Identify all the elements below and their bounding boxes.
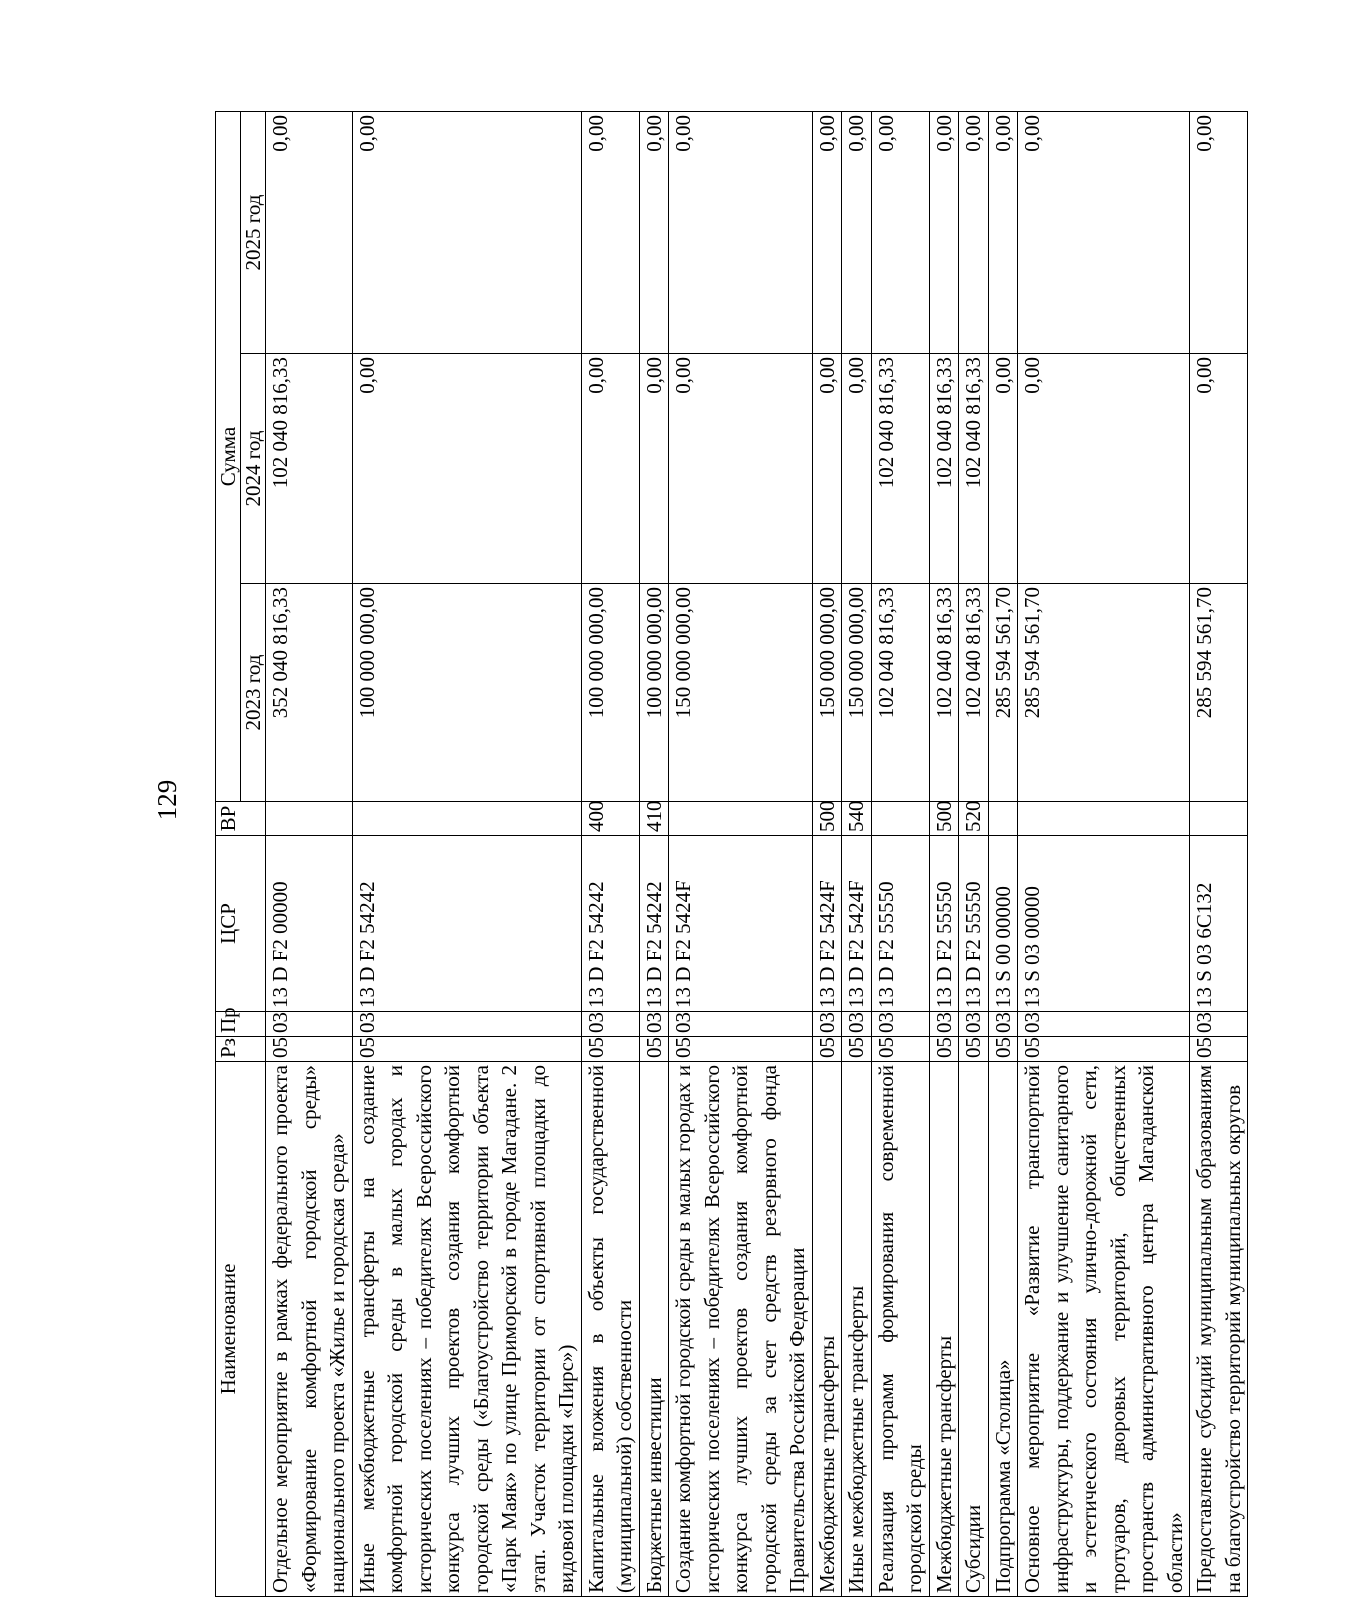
cell-name: Основное мероприятие «Развитие транспортной инфраструктуры, поддержание и улучшение санитарного и эстетического состояния улично-дорожной сети, тротуаров, дворовых территорий, общественных пространств административного центра Магаданской области» [1018, 1062, 1190, 1597]
cell-name: Иные межбюджетные трансферты на создание комфортной городской среды в малых городах и исторических поселениях – победителях Всероссийского конкурса лучших проектов создания комфортной городской среды («Благоустройство территории объекта «Парк Маяк» по улице Приморской в городе Магадане. 2 этап. Участок территории от спортивной площадки до видовой площадки «Пирс») [352, 1062, 581, 1597]
cell-pr: 03 [812, 1012, 842, 1037]
header-vr: ВР [216, 802, 266, 836]
cell-rz: 05 [988, 1037, 1018, 1062]
cell-2025: 0,00 [581, 112, 639, 354]
header-sum: Сумма [216, 112, 241, 802]
cell-2025: 0,00 [842, 112, 872, 354]
cell-2023: 102 040 816,33 [929, 584, 959, 802]
cell-pr: 03 [842, 1012, 872, 1037]
budget-table [215, 111, 1248, 1597]
table-row [352, 112, 581, 1597]
cell-2024: 102 040 816,33 [959, 354, 989, 584]
cell-2025: 0,00 [871, 112, 929, 354]
cell-pr: 03 [1018, 1012, 1190, 1037]
cell-vr [669, 802, 813, 836]
table-row [988, 112, 1018, 1597]
cell-2024: 0,00 [1018, 354, 1190, 584]
table-body [266, 112, 1248, 1597]
cell-2024: 0,00 [352, 354, 581, 584]
cell-pr: 03 [959, 1012, 989, 1037]
table-row [639, 112, 669, 1597]
cell-2025: 0,00 [988, 112, 1018, 354]
cell-2024: 0,00 [1190, 354, 1248, 584]
table-row [266, 112, 353, 1597]
cell-name: Межбюджетные трансферты [812, 1062, 842, 1597]
cell-rz: 05 [639, 1037, 669, 1062]
cell-csr: 13 D F2 54242 [639, 836, 669, 1012]
cell-csr: 13 D F2 54242 [352, 836, 581, 1012]
cell-csr: 13 D F2 5424F [669, 836, 813, 1012]
table-row [871, 112, 929, 1597]
cell-2023: 285 594 561,70 [1018, 584, 1190, 802]
cell-2025: 0,00 [812, 112, 842, 354]
cell-rz: 05 [871, 1037, 929, 1062]
header-2025: 2025 год [241, 112, 266, 354]
cell-name: Межбюджетные трансферты [929, 1062, 959, 1597]
header-2023: 2023 год [241, 584, 266, 802]
cell-name: Иные межбюджетные трансферты [842, 1062, 872, 1597]
cell-pr: 03 [669, 1012, 813, 1037]
table-row [669, 112, 813, 1597]
cell-pr: 03 [988, 1012, 1018, 1037]
cell-pr: 03 [1190, 1012, 1248, 1037]
page-number: 129 [152, 779, 182, 821]
cell-2024: 0,00 [988, 354, 1018, 584]
table-row [842, 112, 872, 1597]
cell-2025: 0,00 [639, 112, 669, 354]
cell-rz: 05 [1190, 1037, 1248, 1062]
cell-2023: 285 594 561,70 [1190, 584, 1248, 802]
cell-pr: 03 [639, 1012, 669, 1037]
table-row [812, 112, 842, 1597]
cell-csr: 13 D F2 55550 [959, 836, 989, 1012]
cell-vr: 500 [929, 802, 959, 836]
cell-name: Бюджетные инвестиции [639, 1062, 669, 1597]
header-rz: Рз [216, 1037, 266, 1062]
cell-2024: 102 040 816,33 [266, 354, 353, 584]
table-row [1018, 112, 1190, 1597]
cell-rz: 05 [812, 1037, 842, 1062]
cell-vr [871, 802, 929, 836]
cell-vr: 410 [639, 802, 669, 836]
cell-2023: 102 040 816,33 [871, 584, 929, 802]
cell-2025: 0,00 [1018, 112, 1190, 354]
header-2024: 2024 год [241, 354, 266, 584]
cell-2024: 0,00 [581, 354, 639, 584]
cell-rz: 05 [959, 1037, 989, 1062]
cell-csr: 13 S 00 00000 [988, 836, 1018, 1012]
cell-vr [352, 802, 581, 836]
header-csr: ЦСР [216, 836, 266, 1012]
header-pr: Пр [216, 1012, 266, 1037]
cell-vr [1018, 802, 1190, 836]
header-name: Наименование [216, 1062, 266, 1597]
cell-2023: 150 000 000,00 [812, 584, 842, 802]
cell-pr: 03 [266, 1012, 353, 1037]
cell-2023: 150 000 000,00 [669, 584, 813, 802]
cell-name: Предоставление субсидий муниципальным образованиям на благоустройство территорий муниципальных округов [1190, 1062, 1248, 1597]
cell-2023: 100 000 000,00 [581, 584, 639, 802]
cell-csr: 13 D F2 5424F [842, 836, 872, 1012]
cell-2024: 0,00 [842, 354, 872, 584]
cell-csr: 13 D F2 54242 [581, 836, 639, 1012]
cell-csr: 13 D F2 55550 [871, 836, 929, 1012]
cell-2024: 102 040 816,33 [871, 354, 929, 584]
cell-rz: 05 [581, 1037, 639, 1062]
cell-pr: 03 [929, 1012, 959, 1037]
cell-rz: 05 [669, 1037, 813, 1062]
cell-2023: 150 000 000,00 [842, 584, 872, 802]
cell-rz: 05 [266, 1037, 353, 1062]
cell-csr: 13 D F2 55550 [929, 836, 959, 1012]
cell-2025: 0,00 [669, 112, 813, 354]
cell-2025: 0,00 [1190, 112, 1248, 354]
cell-csr: 13 S 03 6С132 [1190, 836, 1248, 1012]
cell-csr: 13 D F2 00000 [266, 836, 353, 1012]
cell-2024: 0,00 [812, 354, 842, 584]
cell-vr [988, 802, 1018, 836]
table-row [1190, 112, 1248, 1597]
table-row [581, 112, 639, 1597]
cell-2024: 0,00 [639, 354, 669, 584]
cell-pr: 03 [581, 1012, 639, 1037]
cell-vr: 520 [959, 802, 989, 836]
table-row [959, 112, 989, 1597]
cell-2025: 0,00 [266, 112, 353, 354]
cell-rz: 05 [842, 1037, 872, 1062]
cell-name: Отдельное мероприятие в рамках федерального проекта «Формирование комфортной городской среды» национального проекта «Жилье и городская среда» [266, 1062, 353, 1597]
cell-vr: 400 [581, 802, 639, 836]
cell-rz: 05 [352, 1037, 581, 1062]
cell-2023: 102 040 816,33 [959, 584, 989, 802]
cell-csr: 13 S 03 00000 [1018, 836, 1190, 1012]
cell-vr [1190, 802, 1248, 836]
cell-name: Создание комфортной городской среды в малых городах и исторических поселениях – победителях Всероссийского конкурса лучших проектов создания комфортной городской среды за счет средств резервного фонда Правительства Российской Федерации [669, 1062, 813, 1597]
cell-name: Реализация программ формирования современной городской среды [871, 1062, 929, 1597]
cell-2024: 102 040 816,33 [929, 354, 959, 584]
cell-2023: 100 000 000,00 [352, 584, 581, 802]
cell-vr: 500 [812, 802, 842, 836]
cell-2025: 0,00 [959, 112, 989, 354]
cell-rz: 05 [929, 1037, 959, 1062]
cell-2025: 0,00 [352, 112, 581, 354]
cell-name: Подпрограмма «Столица» [988, 1062, 1018, 1597]
cell-2023: 285 594 561,70 [988, 584, 1018, 802]
cell-name: Субсидии [959, 1062, 989, 1597]
rotated-page [215, 112, 1365, 1597]
cell-2024: 0,00 [669, 354, 813, 584]
cell-name: Капитальные вложения в объекты государственной (муниципальной) собственности [581, 1062, 639, 1597]
cell-vr [266, 802, 353, 836]
cell-pr: 03 [352, 1012, 581, 1037]
cell-2023: 100 000 000,00 [639, 584, 669, 802]
cell-vr: 540 [842, 802, 872, 836]
cell-pr: 03 [871, 1012, 929, 1037]
cell-2025: 0,00 [929, 112, 959, 354]
cell-csr: 13 D F2 5424F [812, 836, 842, 1012]
table-row [929, 112, 959, 1597]
cell-2023: 352 040 816,33 [266, 584, 353, 802]
cell-rz: 05 [1018, 1037, 1190, 1062]
